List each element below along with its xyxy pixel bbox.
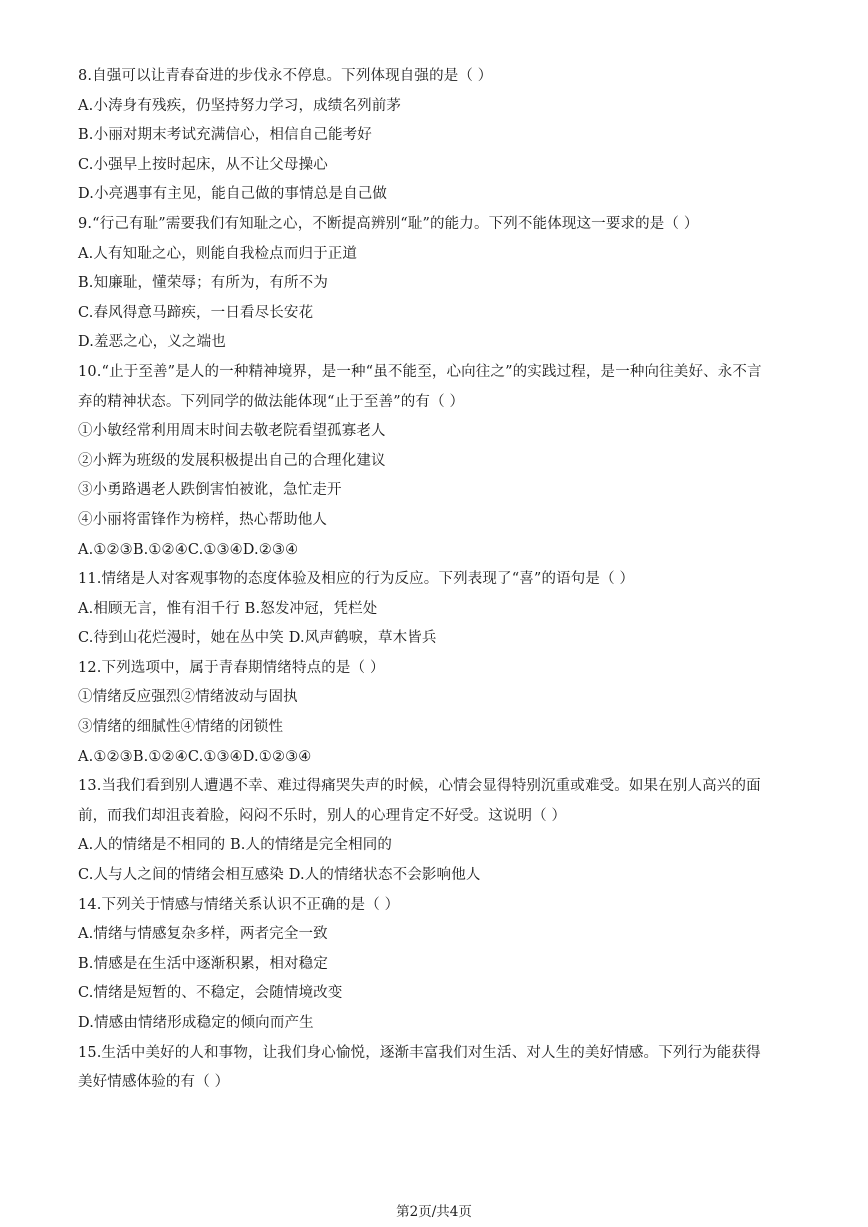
text-line: A.小涛身有残疾，仍坚持努力学习，成绩名列前茅 [78, 97, 402, 114]
text-line: 8.自强可以让青春奋进的步伐永不停息。下列体现自强的是（ ） [78, 68, 493, 84]
text-line: 12.下列选项中，属于青春期情绪特点的是（ ） [78, 659, 385, 676]
text-line: 15.生活中美好的人和事物，让我们身心愉悦，逐渐丰富我们对生活、对人生的美好情感。下列行为能获得 [78, 1044, 761, 1061]
text-line: C.情绪是短暂的、不稳定，会随情境改变 [78, 985, 343, 1002]
text-line: A.人有知耻之心，则能自我检点而归于正道 [78, 245, 358, 262]
text-line: C.待到山花烂漫时，她在丛中笑 D.风声鹤唳，草木皆兵 [78, 630, 437, 647]
text-line: 9.“行己有耻”需要我们有知耻之心，不断提高辨别“耻”的能力。下列不能体现这一要求的是（ ） [78, 215, 699, 232]
text-line: A.①②③B.①②④C.①③④D.②③④ [78, 541, 299, 558]
text-line: 10.“止于至善”是人的一种精神境界，是一种“虽不能至，心向往之”的实践过程，是一种向往美好、永不言 [78, 363, 762, 380]
text-line: D.情感由情绪形成稳定的倾向而产生 [78, 1015, 314, 1031]
text-line: ①情绪反应强烈②情绪波动与固执 [78, 689, 298, 706]
text-line: C.人与人之间的情绪会相互感染 D.人的情绪状态不会影响他人 [78, 867, 481, 884]
text-line: D.羞恶之心，义之端也 [78, 334, 226, 351]
text-line: B.知廉耻，懂荣辱；有所为，有所不为 [78, 275, 328, 292]
text-line: ③小勇路遇老人跌倒害怕被讹，急忙走开 [78, 482, 342, 499]
text-line: A.①②③B.①②④C.①③④D.①②③④ [78, 748, 312, 765]
page-number: 第2页/共4页 [396, 1204, 472, 1220]
text-line: ④小丽将雷锋作为榜样，热心帮助他人 [78, 511, 328, 528]
text-line: C.春风得意马蹄疾，一日看尽长安花 [78, 304, 314, 321]
text-line: C.小强早上按时起床，从不让父母操心 [78, 156, 328, 173]
text-line: 美好情感体验的有（ ） [78, 1074, 230, 1091]
text-line: A.相顾无言，惟有泪千行 B.怒发冲冠，凭栏处 [78, 600, 378, 617]
text-line: A.情绪与情感复杂多样，两者完全一致 [78, 926, 328, 943]
text-line: ③情绪的细腻性④情绪的闭锁性 [78, 719, 284, 736]
text-line: 13.当我们看到别人遭遇不幸、难过得痛哭失声的时候，心情会显得特别沉重或难受。如果在别人高兴的面 [78, 778, 761, 795]
document-body [78, 62, 796, 1098]
text-line: ②小辉为班级的发展积极提出自己的合理化建议 [78, 452, 386, 469]
text-line: D.小亮遇事有主见，能自己做的事情总是自己做 [78, 186, 388, 203]
text-line: A.人的情绪是不相同的 B.人的情绪是完全相同的 [78, 837, 393, 854]
text-line: 11.情绪是人对客观事物的态度体验及相应的行为反应。下列表现了“喜”的语句是（ ） [78, 571, 635, 588]
text-line: ①小敏经常利用周末时间去敬老院看望孤寡老人 [78, 423, 386, 440]
text-line: 弃的精神状态。下列同学的做法能体现“止于至善”的有（ ） [78, 393, 465, 410]
text-line: 前，而我们却沮丧着脸，闷闷不乐时，别人的心理肯定不好受。这说明（ ） [78, 807, 567, 824]
text-line: B.情感是在生活中逐渐积累，相对稳定 [78, 955, 328, 972]
text-line: 14.下列关于情感与情绪关系认识不正确的是（ ） [78, 896, 400, 913]
text-line: B.小丽对期末考试充满信心，相信自己能考好 [78, 127, 372, 144]
